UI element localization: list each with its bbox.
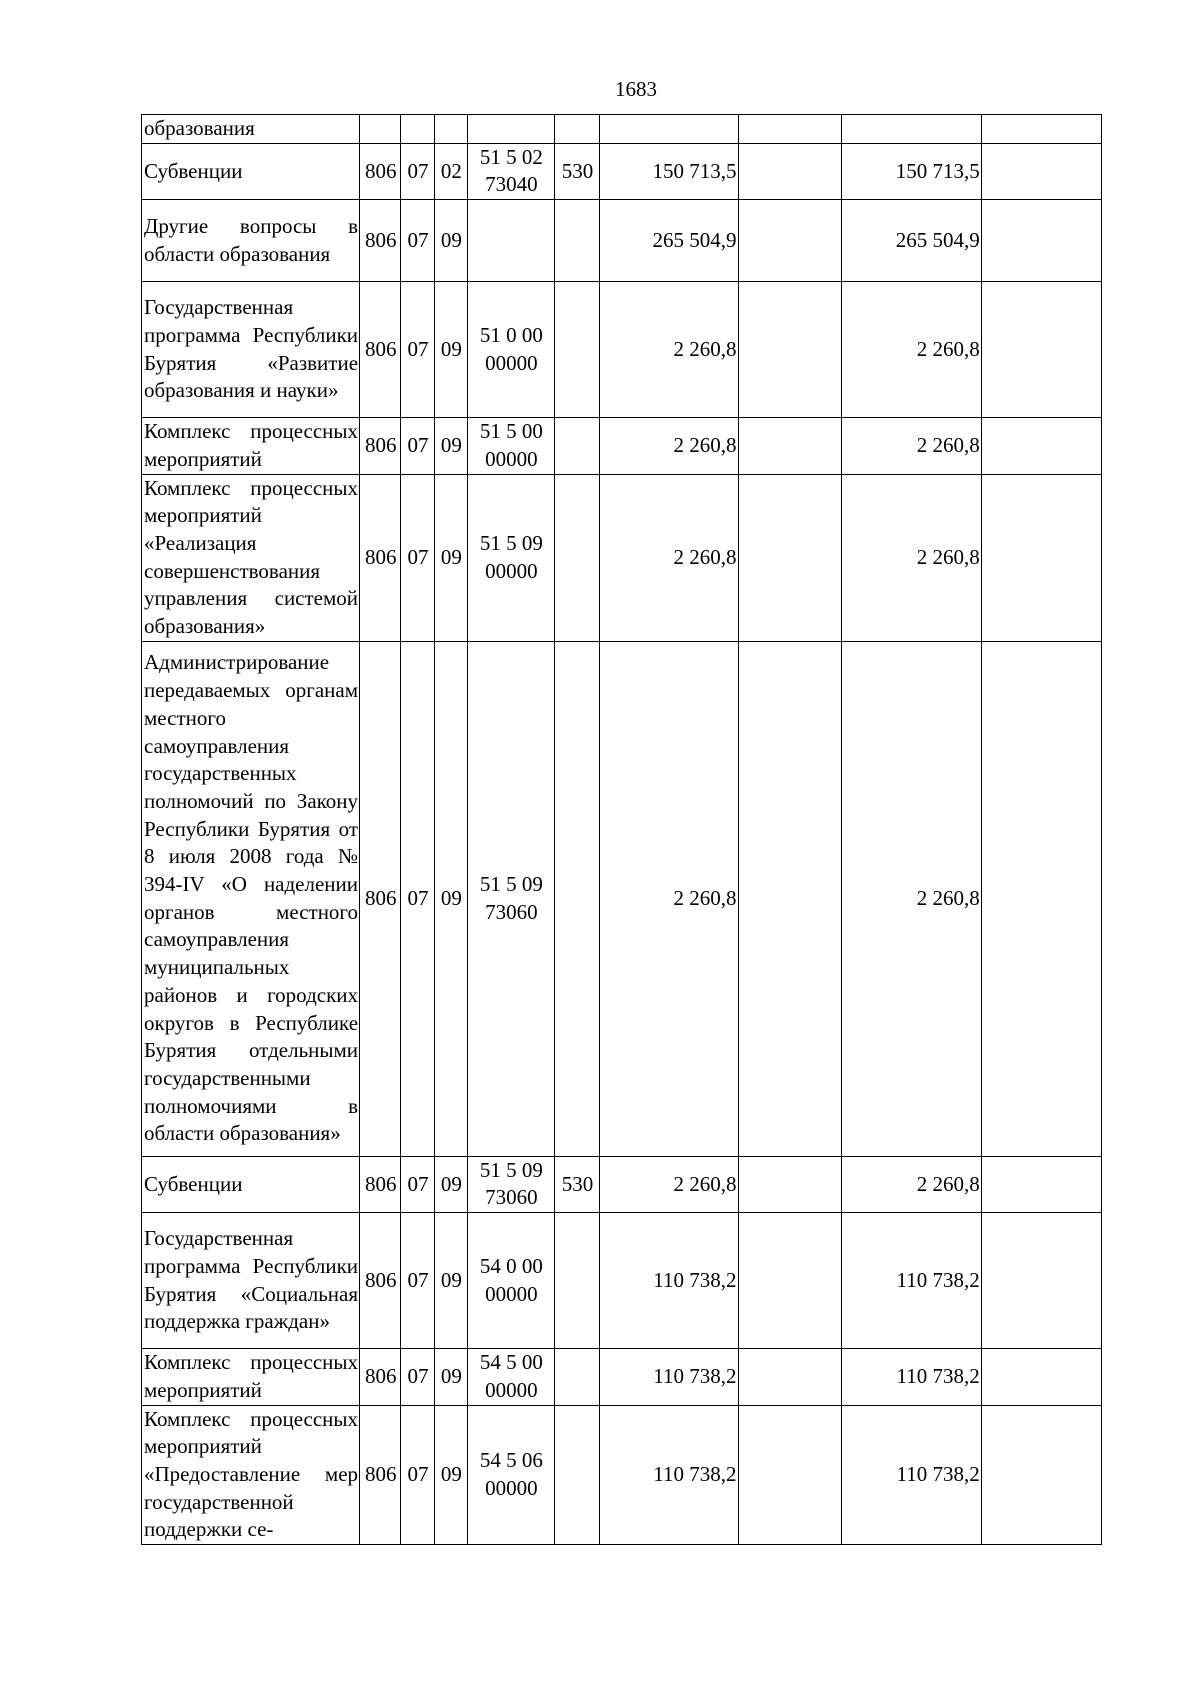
sum-republican-cell: 150 713,5	[842, 143, 981, 199]
sum-total-cell: 265 504,9	[600, 200, 738, 282]
sum-total-cell: 2 260,8	[600, 474, 738, 641]
department-code-cell: 806	[360, 641, 401, 1156]
target-article-cell	[468, 1156, 555, 1212]
subsection-code-cell	[434, 115, 467, 144]
sum-federal-cell	[738, 200, 842, 282]
sum-total-cell: 110 738,2	[600, 1213, 738, 1349]
target-article-line-1: 54 0 00	[479, 1253, 543, 1278]
sum-total-cell: 2 260,8	[600, 1156, 738, 1212]
sum-federal-cell	[738, 641, 842, 1156]
department-code-cell: 806	[360, 282, 401, 418]
target-article-cell	[468, 143, 555, 199]
subsection-code-cell: 09	[434, 200, 467, 282]
target-article-cell	[468, 200, 555, 282]
subsection-code-cell: 09	[434, 641, 467, 1156]
sum-other-cell	[981, 641, 1101, 1156]
table-row	[142, 1405, 1102, 1545]
table-row	[142, 474, 1102, 641]
target-article-cell	[468, 641, 555, 1156]
target-article-line-2: 73040	[485, 172, 538, 197]
sum-other-cell	[981, 143, 1101, 199]
expense-type-cell	[554, 474, 599, 641]
sum-other-cell	[981, 282, 1101, 418]
target-article-line-2: 00000	[485, 1377, 538, 1402]
sum-federal-cell	[738, 282, 842, 418]
sum-total-cell: 110 738,2	[600, 1405, 738, 1545]
target-article-line-2: 00000	[485, 446, 538, 471]
expense-name-cell: Субвенции	[142, 1156, 360, 1212]
section-code-cell: 07	[401, 1213, 434, 1349]
table-row	[142, 1213, 1102, 1349]
table-row	[142, 282, 1102, 418]
target-article-line-1: 54 5 00	[479, 1350, 543, 1375]
section-code-cell: 07	[401, 1405, 434, 1545]
table-row	[142, 200, 1102, 282]
sum-total-cell	[600, 115, 738, 144]
sum-federal-cell	[738, 143, 842, 199]
expense-name-cell: Другие вопросы в области образования	[142, 200, 360, 282]
sum-republican-cell: 265 504,9	[842, 200, 981, 282]
target-article-cell	[468, 1213, 555, 1349]
sum-republican-cell: 110 738,2	[842, 1213, 981, 1349]
sum-federal-cell	[738, 474, 842, 641]
sum-other-cell	[981, 1405, 1101, 1545]
sum-total-cell: 2 260,8	[600, 282, 738, 418]
expense-name-cell: Комплекс процессных мероприятий	[142, 1349, 360, 1405]
budget-table	[141, 114, 1102, 1545]
section-code-cell	[401, 115, 434, 144]
subsection-code-cell: 09	[434, 1349, 467, 1405]
expense-name-cell: Субвенции	[142, 143, 360, 199]
subsection-code-cell: 09	[434, 418, 467, 474]
target-article-line-2: 00000	[485, 1475, 538, 1500]
subsection-code-cell: 09	[434, 1213, 467, 1349]
table-row	[142, 143, 1102, 199]
section-code-cell: 07	[401, 200, 434, 282]
expense-name-cell: Государственная программа Республики Бурятия «Социальная поддержка граждан»	[142, 1213, 360, 1349]
table-row	[142, 115, 1102, 144]
expense-name-cell: образования	[142, 115, 360, 144]
sum-other-cell	[981, 1349, 1101, 1405]
department-code-cell: 806	[360, 143, 401, 199]
sum-federal-cell	[738, 418, 842, 474]
section-code-cell: 07	[401, 474, 434, 641]
subsection-code-cell: 02	[434, 143, 467, 199]
expense-name-cell: Комплекс процессных мероприятий	[142, 418, 360, 474]
target-article-cell	[468, 1349, 555, 1405]
target-article-cell	[468, 474, 555, 641]
sum-federal-cell	[738, 1156, 842, 1212]
expense-type-cell: 530	[554, 1156, 599, 1212]
target-article-line-2: 00000	[485, 558, 538, 583]
expense-type-cell: 530	[554, 143, 599, 199]
section-code-cell: 07	[401, 1156, 434, 1212]
subsection-code-cell: 09	[434, 282, 467, 418]
target-article-cell	[468, 1405, 555, 1545]
department-code-cell: 806	[360, 1349, 401, 1405]
expense-name-cell: Комплекс процессных мероприятий «Предоставление мер государственной поддержки се-	[142, 1405, 360, 1545]
section-code-cell: 07	[401, 282, 434, 418]
sum-republican-cell: 110 738,2	[842, 1349, 981, 1405]
expense-name-cell: Государственная программа Республики Бурятия «Развитие образования и науки»	[142, 282, 360, 418]
department-code-cell: 806	[360, 418, 401, 474]
target-article-line-2: 00000	[485, 350, 538, 375]
sum-republican-cell: 2 260,8	[842, 282, 981, 418]
target-article-cell	[468, 282, 555, 418]
expense-type-cell	[554, 1213, 599, 1349]
target-article-cell	[468, 418, 555, 474]
expense-type-cell	[554, 641, 599, 1156]
target-article-line-2: 00000	[485, 1281, 538, 1306]
table-row	[142, 418, 1102, 474]
sum-federal-cell	[738, 115, 842, 144]
sum-federal-cell	[738, 1405, 842, 1545]
sum-other-cell	[981, 474, 1101, 641]
section-code-cell: 07	[401, 1349, 434, 1405]
expense-type-cell	[554, 1349, 599, 1405]
department-code-cell: 806	[360, 1405, 401, 1545]
target-article-line-1: 51 5 02	[479, 144, 543, 169]
expense-type-cell	[554, 282, 599, 418]
sum-other-cell	[981, 418, 1101, 474]
target-article-line-1: 51 0 00	[479, 322, 543, 347]
target-article-line-1: 54 5 06	[479, 1448, 543, 1473]
expense-type-cell	[554, 1405, 599, 1545]
subsection-code-cell: 09	[434, 474, 467, 641]
table-row	[142, 1156, 1102, 1212]
sum-other-cell	[981, 1213, 1101, 1349]
sum-republican-cell: 2 260,8	[842, 641, 981, 1156]
sum-federal-cell	[738, 1213, 842, 1349]
expense-name-cell: Комплекс процессных мероприятий «Реализация совершенствования управления системой образования»	[142, 474, 360, 641]
target-article-line-1: 51 5 09	[479, 1157, 543, 1182]
sum-republican-cell	[842, 115, 981, 144]
section-code-cell: 07	[401, 418, 434, 474]
department-code-cell	[360, 115, 401, 144]
department-code-cell: 806	[360, 1156, 401, 1212]
sum-republican-cell: 110 738,2	[842, 1405, 981, 1545]
target-article-line-2: 73060	[485, 899, 538, 924]
sum-total-cell: 110 738,2	[600, 1349, 738, 1405]
sum-total-cell: 2 260,8	[600, 641, 738, 1156]
sum-total-cell: 150 713,5	[600, 143, 738, 199]
sum-other-cell	[981, 200, 1101, 282]
expense-name-cell: Администрирование передаваемых органам местного самоуправления государственных полномочий по Закону Республики Бурятия от 8 июля 2008 года № 394-IV «О наделении органов местного самоуправления муниципальных районов и городских округов в Республике Бурятия отдельными государственными полномочиями в области образования»	[142, 641, 360, 1156]
department-code-cell: 806	[360, 474, 401, 641]
target-article-line-1: 51 5 00	[479, 419, 543, 444]
table-row	[142, 641, 1102, 1156]
target-article-line-2: 73060	[485, 1185, 538, 1210]
department-code-cell: 806	[360, 200, 401, 282]
expense-type-cell	[554, 200, 599, 282]
sum-republican-cell: 2 260,8	[842, 474, 981, 641]
table-row	[142, 1349, 1102, 1405]
subsection-code-cell: 09	[434, 1405, 467, 1545]
subsection-code-cell: 09	[434, 1156, 467, 1212]
target-article-line-1: 51 5 09	[479, 872, 543, 897]
sum-federal-cell	[738, 1349, 842, 1405]
sum-republican-cell: 2 260,8	[842, 418, 981, 474]
sum-other-cell	[981, 115, 1101, 144]
target-article-cell	[468, 115, 555, 144]
expense-type-cell	[554, 115, 599, 144]
department-code-cell: 806	[360, 1213, 401, 1349]
sum-total-cell: 2 260,8	[600, 418, 738, 474]
sum-other-cell	[981, 1156, 1101, 1212]
target-article-line-1: 51 5 09	[479, 530, 543, 555]
sum-republican-cell: 2 260,8	[842, 1156, 981, 1212]
page-number: 1683	[615, 77, 657, 101]
expense-type-cell	[554, 418, 599, 474]
section-code-cell: 07	[401, 143, 434, 199]
section-code-cell: 07	[401, 641, 434, 1156]
